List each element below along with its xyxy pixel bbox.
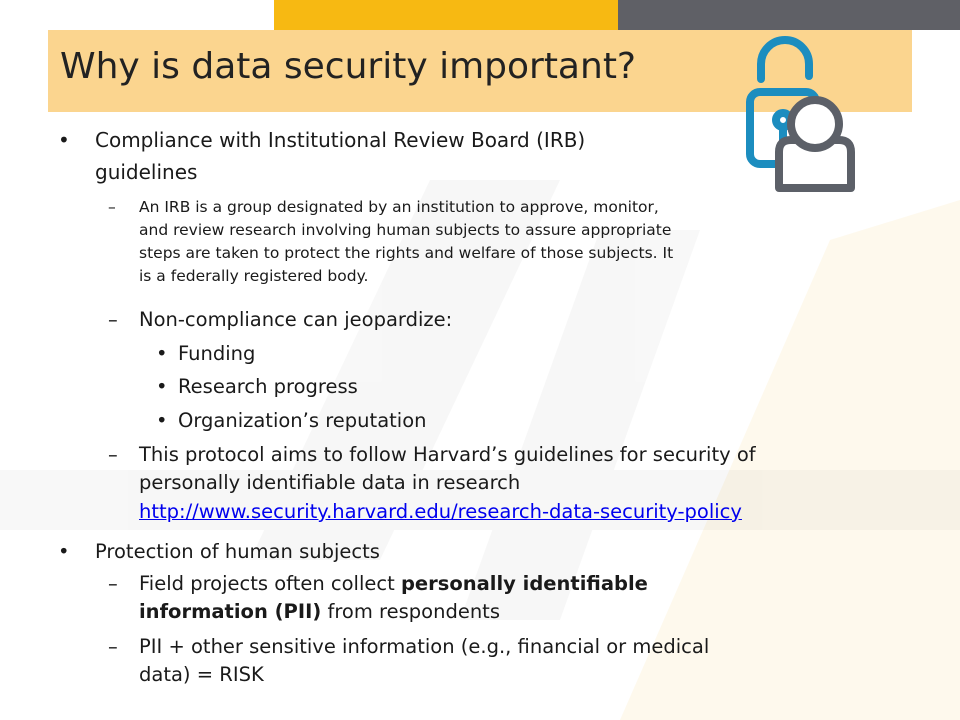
bullet-marker: • — [156, 342, 168, 365]
protocol-line: personally identifiable data in research — [139, 471, 521, 494]
bullet-text: Compliance with Institutional Review Board (IRB) — [95, 128, 586, 152]
protocol-line: This protocol aims to follow Harvard’s guidelines for security of — [139, 443, 756, 466]
lock-person-icon — [745, 34, 857, 196]
irb-def-line: is a federally registered body. — [139, 267, 369, 285]
noncompliance-text: Non-compliance can jeopardize: — [139, 308, 453, 331]
slide-title: Why is data security important? — [60, 46, 637, 87]
pii-emphasis: personally identifiable — [400, 572, 648, 595]
field-projects-line2 — [139, 598, 500, 625]
dash-marker: – — [108, 572, 118, 595]
risk-reputation: Organization’s reputation — [178, 409, 427, 432]
bullet-marker: • — [156, 375, 168, 398]
field-projects-line1 — [139, 570, 648, 597]
irb-def-line: and review research involving human subjects to assure appropriate — [139, 221, 672, 239]
risk-research-progress: Research progress — [178, 375, 358, 398]
pii-risk-line: data) = RISK — [139, 663, 264, 686]
field-text: Field projects often collect — [139, 572, 401, 595]
dash-marker: – — [108, 635, 118, 658]
pii-emphasis: information (PII) — [139, 600, 322, 623]
bullet-compliance-cont: guidelines — [95, 160, 198, 184]
irb-def-line: steps are taken to protect the rights and welfare of those subjects. It — [139, 244, 674, 262]
bullet-text: Protection of human subjects — [95, 540, 380, 563]
bullet-marker: • — [58, 128, 70, 152]
pii-risk-line: PII + other sensitive information (e.g., financial or medical — [139, 635, 710, 658]
dash-marker: – — [108, 308, 118, 331]
dash-marker: – — [108, 198, 116, 216]
bullet-marker: • — [58, 540, 70, 563]
risk-funding: Funding — [178, 342, 256, 365]
dash-marker: – — [108, 443, 118, 466]
irb-def-line: An IRB is a group designated by an institution to approve, monitor, — [139, 198, 659, 216]
harvard-policy-link-row — [139, 498, 742, 525]
harvard-policy-link[interactable]: http://www.security.harvard.edu/research-data-security-policy — [139, 500, 742, 523]
field-text: from respondents — [321, 600, 500, 623]
bullet-marker: • — [156, 409, 168, 432]
